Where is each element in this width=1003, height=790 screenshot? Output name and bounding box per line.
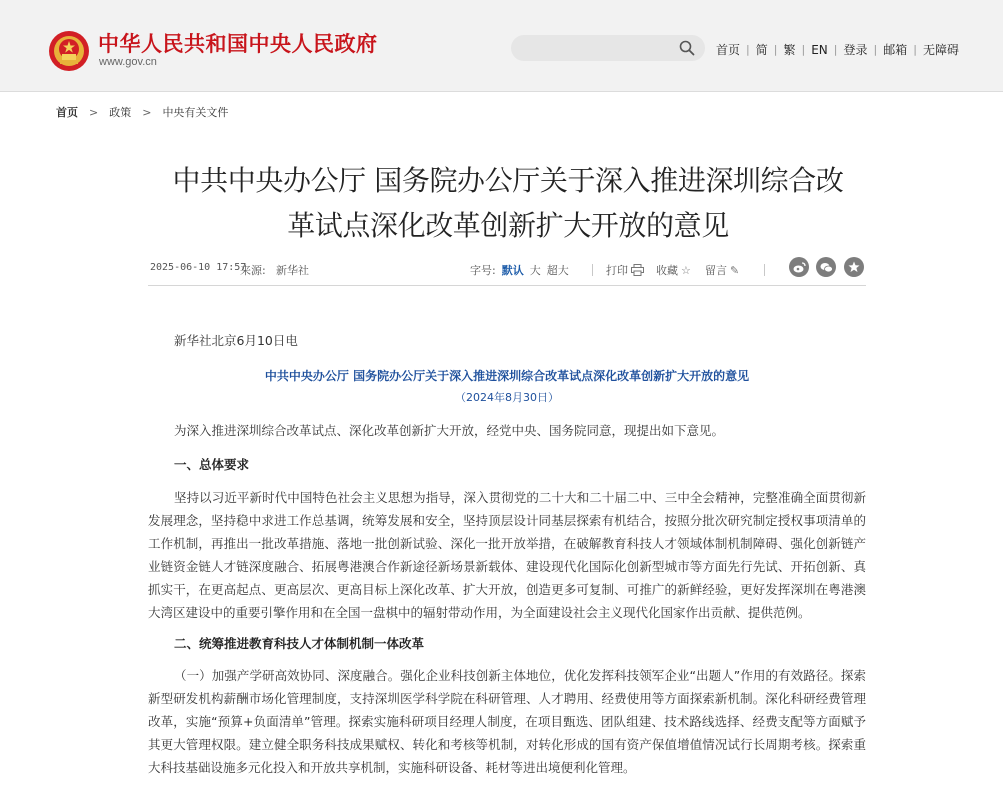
section-2-paragraph: （一）加强产学研高效协同、深度融合。强化企业科技创新主体地位，优化发挥科技领军企业“出题人”作用的有效路径。探索新型研发机构薪酬市场化管理制度，支持深圳医学科学院在科研管理、人才聘用、经费使用等方面探索新机制。深化科研经费管理改革，实施“预算+负面清单”管理。探索实施科研项目经理人制度，在项目甄选、团队组建、技术路线选择、经费支配等方面赋予其更大管理权限。建立健全职务科技成果赋权、转化和考核等机制，对转化形成的国有资产保值增值情况试行长周期考核。探索重大科技基础设施多元化投入和开放共享机制，实施科研设备、耗材等进出境便利化管理。 [148,668,866,775]
search-box [511,35,705,61]
nav-english[interactable]: EN [811,42,828,57]
print-label: 打印 [606,264,628,277]
pencil-icon: ✎ [730,263,740,277]
document-date: （2024年8月30日） [455,391,559,404]
nav-separator: | [773,43,778,56]
section-heading-1: 一、总体要求 [174,457,250,472]
site-url[interactable]: www.gov.cn [99,56,157,68]
publish-date: 2025-06-10 17:57 [150,262,247,273]
article-meta [148,256,866,286]
print-button[interactable] [606,262,644,278]
article-title [140,158,876,248]
site-title[interactable]: 中华人民共和国中央人民政府 [98,32,378,56]
weibo-glyph-icon [793,262,806,273]
nav-separator: | [801,43,806,56]
font-size-label: 字号: [470,264,496,277]
font-size-xlarge[interactable]: 超大 [546,264,569,277]
comment-button[interactable] [705,262,739,278]
nav-separator: | [873,43,878,56]
nav-mailbox[interactable]: 邮箱 [883,43,908,57]
comment-label: 留言 [705,264,727,277]
favorite-button[interactable] [656,262,691,278]
favorite-label: 收藏 [656,264,678,277]
nav-separator: | [746,43,750,56]
meta-divider [592,264,593,276]
font-size-control [470,262,569,278]
wechat-glyph-icon [820,262,833,273]
nav-login[interactable]: 登录 [843,43,868,57]
nav-home[interactable]: 首页 [716,43,741,57]
font-size-large[interactable]: 大 [529,264,541,277]
share-favorite-icon[interactable] [844,257,864,277]
printer-icon [631,264,644,276]
share-wechat-icon[interactable] [816,257,836,277]
nav-traditional[interactable]: 繁 [783,43,796,57]
dateline: 新华社北京6月10日电 [174,333,298,348]
source-label: 来源: [240,264,266,277]
meta-divider [764,264,765,276]
top-nav [716,41,959,58]
nav-separator: | [833,43,838,56]
font-size-default[interactable]: 默认 [501,264,524,277]
site-header [0,0,1003,92]
document-title: 中共中央办公厅 国务院办公厅关于深入推进深圳综合改革试点深化改革创新扩大开放的意见 [264,369,750,383]
chevron-right-icon: > [89,105,99,119]
share-weibo-icon[interactable] [789,257,809,277]
search-icon[interactable] [679,40,695,56]
nav-simplified[interactable]: 简 [755,43,768,57]
search-input[interactable] [525,39,675,57]
breadcrumb-policy[interactable]: 政策 [109,106,132,119]
nav-accessibility[interactable]: 无障碍 [922,43,959,57]
star-glyph-icon [848,261,860,273]
breadcrumb [56,104,228,120]
breadcrumb-central-docs[interactable]: 中央有关文件 [162,106,229,119]
chevron-right-icon: > [142,105,152,119]
intro-paragraph: 为深入推进深圳综合改革试点、深化改革创新扩大开放，经党中央、国务院同意，现提出如下意见。 [174,423,725,438]
nav-separator: | [913,43,917,56]
article-title-line1: 中共中央办公厅 国务院办公厅关于深入推进深圳综合改 [172,164,844,197]
national-emblem-icon[interactable] [48,30,90,72]
section-1-paragraph: 坚持以习近平新时代中国特色社会主义思想为指导，深入贯彻党的二十大和二十届二中、三中全会精神，完整准确全面贯彻新发展理念，坚持稳中求进工作总基调，统筹发展和安全，坚持顶层设计同基层探索有机结合，按照分批次研究制定授权事项清单的工作机制，再推出一批改革措施、落地一批创新试验、深化一批开放举措，在破解教育科技人才领域体制机制障碍、强化创新链产业链资金链人才链深度融合、拓展粤港澳合作新途径新场景新载体、建设现代化国际化创新型城市等方面先行先试、开拓创新、真抓实干，在更高起点、更高层次、更高目标上深化改革、扩大开放，创造更多可复制、可推广的新鲜经验，更好发挥深圳在粤港澳大湾区建设中的重要引擎作用和在全国一盘棋中的辐射带动作用，为全面建设社会主义现代化国家作出贡献、提供范例。 [148,490,866,620]
source-name: 新华社 [276,264,309,277]
breadcrumb-home[interactable]: 首页 [56,106,78,119]
section-heading-2: 二、统筹推进教育科技人才体制机制一体改革 [174,636,425,651]
article-title-line2: 革试点深化改革创新扩大开放的意见 [287,209,729,242]
star-icon: ☆ [681,263,691,277]
